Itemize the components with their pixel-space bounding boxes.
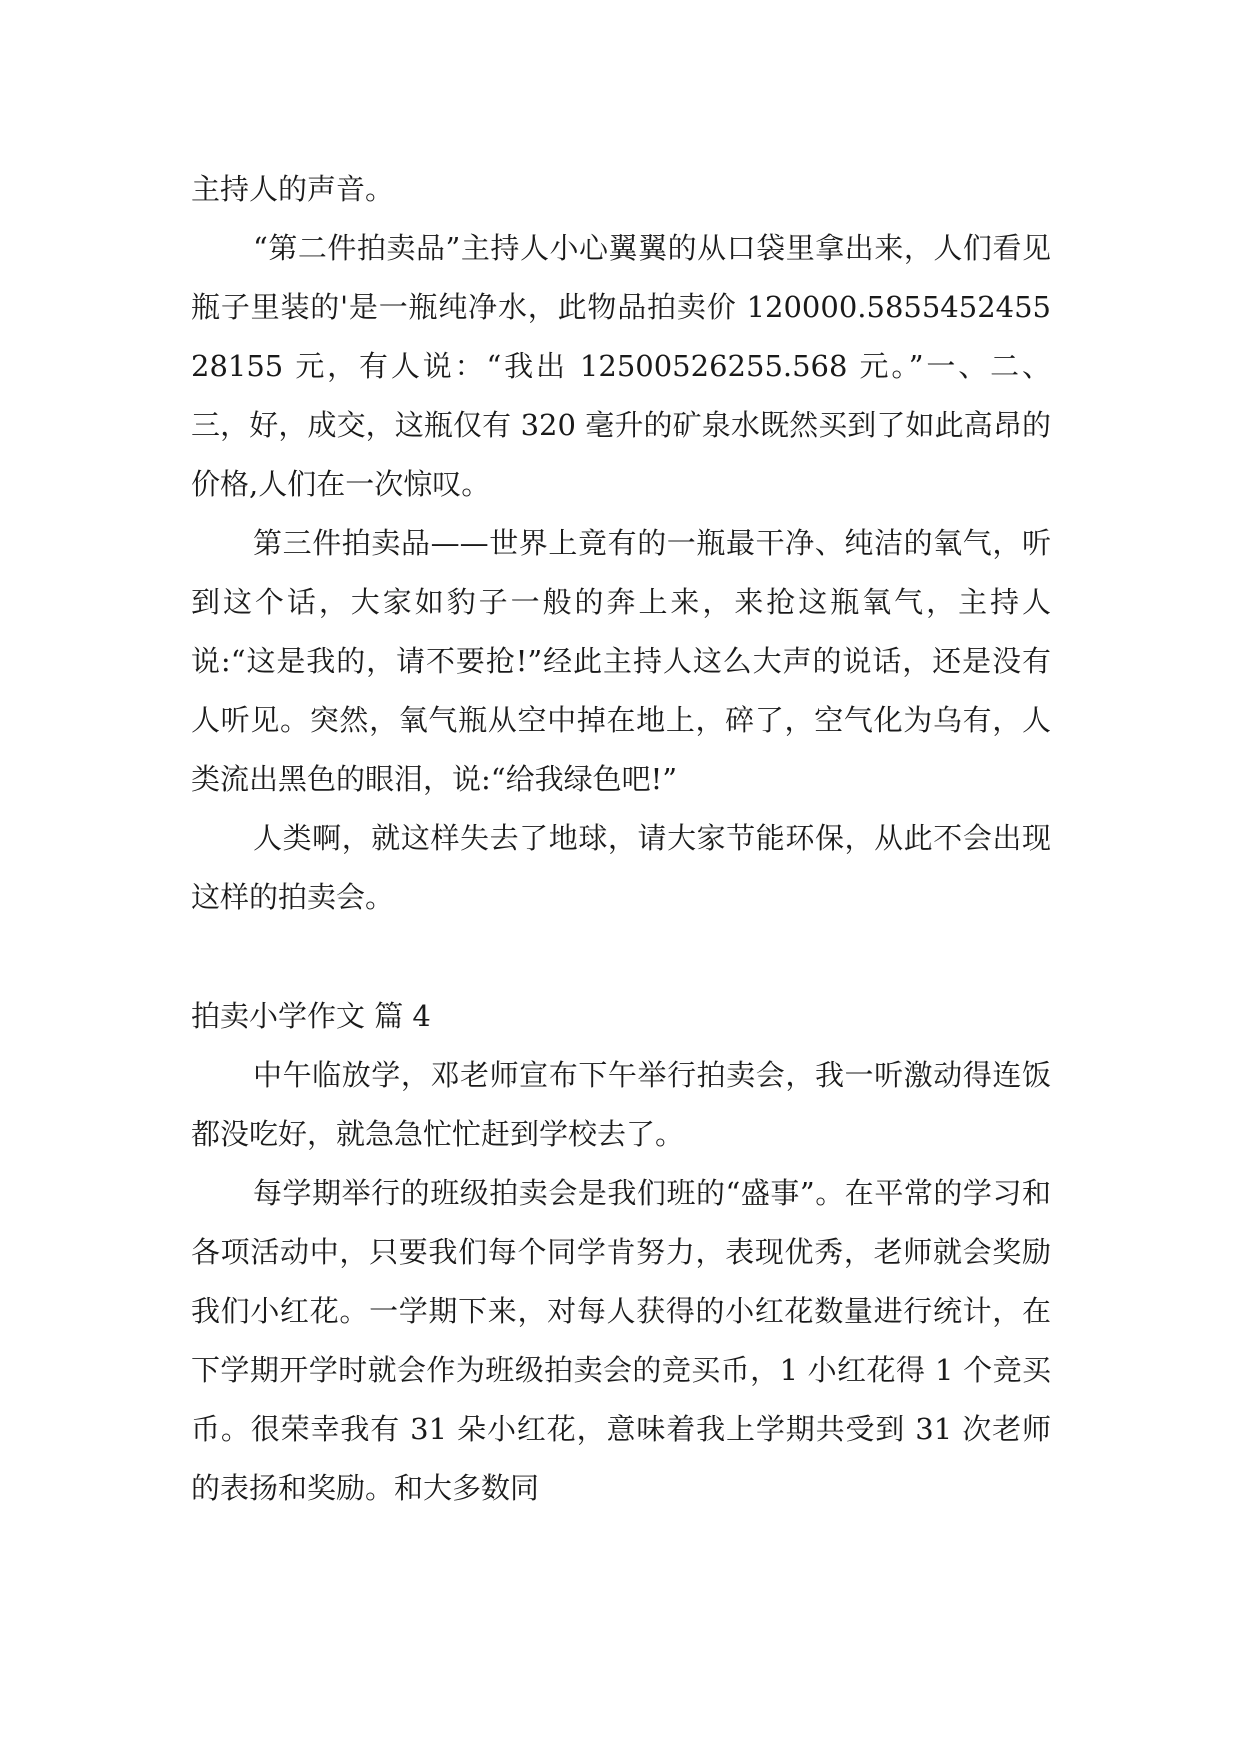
section-heading: 拍卖小学作文 篇 4: [191, 999, 431, 1033]
paragraph-4: 人类啊，就这样失去了地球，请大家节能环保，从此不会出现这样的拍卖会。: [191, 821, 1051, 914]
paragraph-1: 主持人的声音。: [191, 172, 395, 206]
paragraph-6: 每学期举行的班级拍卖会是我们班的“盛事”。在平常的学习和各项活动中，只要我们每个同学肯努力，表现优秀，老师就会奖励我们小红花。一学期下来，对每人获得的小红花数量进行统计，在下学期开学时就会作为班级拍卖会的竞买币，1 小红花得 1 个竞买币。很荣幸我有 31 朵小红花，意味着我上学期共受到 31 次老师的表扬和奖励。和大多数同: [191, 1176, 1051, 1505]
document-body: [191, 160, 1051, 1518]
paragraph-2: “第二件拍卖品”主持人小心翼翼的从口袋里拿出来，人们看见瓶子里装的'是一瓶纯净水，此物品拍卖价 120000.585545245528155 元，有人说：“我出 12500526255.568 元。”一、二、三，好，成交，这瓶仅有 320 毫升的矿泉水既然买到了如此高昂的价格,人们在一次惊叹。: [191, 231, 1051, 501]
paragraph-3: 第三件拍卖品——世界上竟有的一瓶最干净、纯洁的氧气，听到这个话，大家如豹子一般的奔上来，来抢这瓶氧气，主持人说:“这是我的，请不要抢!”经此主持人这么大声的说话，还是没有人听见。突然，氧气瓶从空中掉在地上，碎了，空气化为乌有，人类流出黑色的眼泪，说:“给我绿色吧!”: [191, 526, 1051, 796]
paragraph-5: 中午临放学，邓老师宣布下午举行拍卖会，我一听激动得连饭都没吃好，就急急忙忙赶到学校去了。: [191, 1058, 1051, 1151]
